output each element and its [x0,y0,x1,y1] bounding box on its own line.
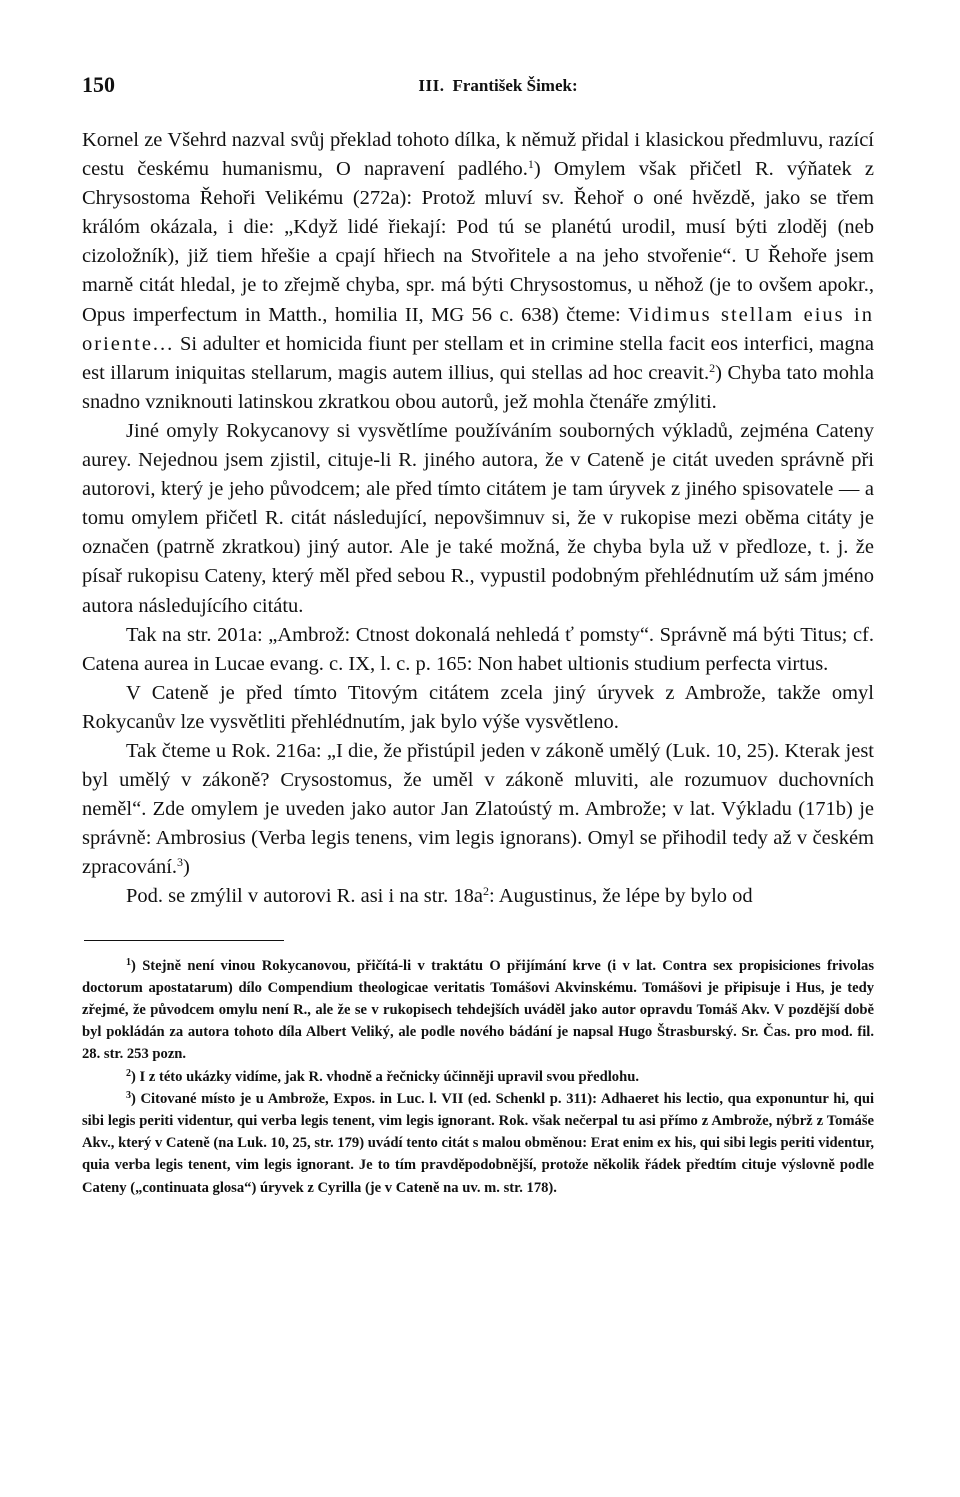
footnote-ref-1: 1 [527,157,534,172]
text-run: ) Omylem však přičetl R. výňatek z Chrysostoma Řehoři Velikému (272a): Protož mluví sv. Řehoř o oné hvězdě, jako se třem králóm okázala, i die: „Když lidé řiekají: Pod tú se planétú urodil, musí býti zloděj (neb cizoložník), již tiem hřešie a cpají hřiech na Stvořitele a na jeho stvořenie“. U Řehoře jsem marně citát hledal, je to zřejmě chyba, spr. má býti Chrysostomus, u něhož (je to ovšem apokr., Opus imperfectum in Matth., homilia II, MG 56 c. 638) čteme: [82,158,874,326]
main-text [82,126,874,912]
author-name: František Šimek: [452,76,578,95]
footnotes [82,955,874,1199]
page-header [82,64,874,104]
paragraph-6 [82,882,874,911]
paragraph-5 [82,737,874,882]
latin-quote: Vidimus stellam eius in oriente... [82,303,874,355]
footnote-text: ) Stejně není vinou Rokycanovou, přičítá-li v traktátu O přijímání krve (i v lat. Contra sex propisiciones frivolas doctorum apostatarum) dílo Compendium theologicae veritatis Tomášovi Akvinskému. Tomášovi je připisuje i Hus, je tedy zřejmé, že původcem omylu není R., ale že se v rukopisech tehdejších uváděl jako autor opravdu Tomáš Akv. V pozdější době byl pokládán za autora tohoto díla Albert Veliký, ale podle nového bádání je napsal Hugo Štrasburský. Sr. Čas. pro mod. fil. 28. str. 253 pozn. [82,957,874,1063]
superscript-mark: 2 [483,884,490,899]
text-run: Kornel ze Všehrd nazval svůj překlad tohoto dílka, k němuž přidal i klasickou předmluvu, razící cestu českému humanismu, O napravení padlého. [82,129,874,181]
footnote-ref-2: 2 [709,360,716,375]
footnote-text: ) Citované místo je u Ambrože, Expos. in Luc. l. VII (ed. Schenkl p. 311): Adhaeret his lectio, qua exponuntur hi, qui sibi legis periti videntur, qui verba legis tenent, vim legis ignorant. Rok. však nečerpal tu asi přímo z Ambrože, nýbrž z Tomáše Akv., který v Cateně (na Luk. 10, 25, str. 179) uvádí tento citát s malou obměnou: Erat enim ex his, qui sibi legis periti videntur, quia verba legis tenent, vim legis ignorant. Je to tím pravděpodobnější, protože několik řádek předtím cituje výslovně podle Cateny („continuata glosa“) úryvek z Cyrilla (je v Cateně na uv. m. str. 178). [82,1090,874,1196]
footnote-2 [82,1066,874,1088]
footnote-1 [82,955,874,1066]
text-run: Si adulter et homicida fiunt per stellam et in crimine stella facit eos interfici, magna est illarum iniquitas stellarum, magis autem illius, qui stellas ad hoc creavit. [82,332,874,384]
paragraph-2: Jiné omyly Rokycanovy si vysvětlíme používáním souborných výkladů, zejména Cateny aurey. Nejednou jsem zjistil, cituje-li R. jiného autora, že v Cateně je citát uveden správně při autorovi, který je jeho původcem; ale před tímto citátem je tam úryvek z jiného spisovatele — a tomu omylem přičetl R. citát následující, nepovšimnuv si, že v rukopise mezi oběma citáty je označen (patrně zkratkou) jiný autor. Ale je také možná, že chyba byla už v předloze, t. j. že písař rukopisu Cateny, který měl před sebou R., vypustil podobným přehlédnutím už sám jméno autora následujícího citátu. [82,419,874,617]
paragraph-4: V Cateně je před tímto Titovým citátem zcela jiný úryvek z Ambrože, takže omyl Rokycanův lze vysvětliti přehlédnutím, jak bylo výše vysvětleno. [82,681,874,733]
footnote-mark-3: 3 [126,1089,131,1101]
text-run: Tak čteme u Rok. 216a: „I die, že přistúpil jeden v zákoně umělý (Luk. 10, 25). Kterak jest byl umělý v zákoně? Crysostomus, že uměl v zákoně mluviti, ale rozumuov duchovních neměl“. Zde omylem je uveden jako autor Jan Zlatoústý m. Ambrože; v lat. Výkladu (171b) je správně: Ambrosius (Verba legis tenens, vim legis ignorans). Omyl se přihodil tedy až v českém zpracování. [82,739,874,879]
footnote-ref-3: 3 [177,855,184,870]
footnote-text: ) I z této ukázky vidíme, jak R. vhodně a řečnicky účinněji upravil svou předlohu. [131,1068,639,1085]
text-run: ) Chyba tato mohla snadno vzniknouti latinskou zkratkou obou autorů, jež mohla čtenáře zmýliti. [82,361,874,413]
paragraph-1 [82,126,874,417]
paragraph-3: Tak na str. 201a: „Ambrož: Ctnost dokonalá nehledá ť pomsty“. Správně má býti Titus; cf. Catena aurea in Lucae evang. c. IX, l. c. p. 165: Non habet ultionis studium perfecta virtus. [82,623,874,675]
page-number: 150 [82,72,115,97]
running-head [82,76,874,96]
footnote-3 [82,1088,874,1199]
section-numeral: III. [418,76,445,95]
text-run: ) [183,856,190,879]
text-run: Pod. se zmýlil v autorovi R. asi i na str. 18a [126,885,484,908]
footnote-mark-1: 1 [126,956,131,968]
text-run: : Augustinus, že lépe by bylo od [489,885,753,908]
footnote-divider [84,940,284,941]
footnote-mark-2: 2 [126,1067,131,1079]
